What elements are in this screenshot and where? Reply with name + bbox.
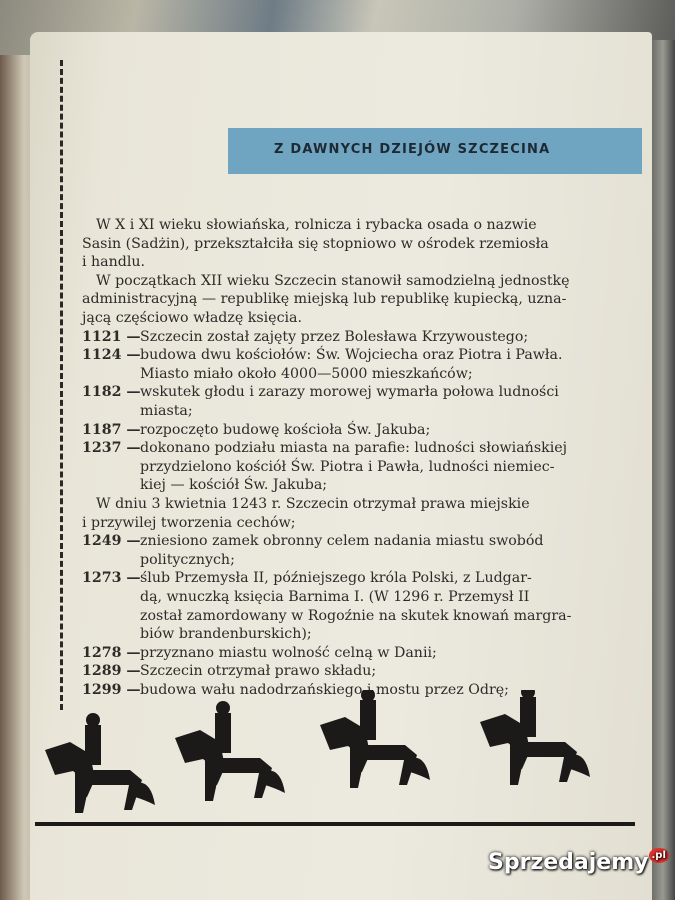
line-text: politycznych; xyxy=(140,551,235,568)
knights-illustration xyxy=(35,690,635,835)
year-label: 1299 — xyxy=(82,682,141,698)
line-text: Szczecin otrzymał prawo składu; xyxy=(140,663,377,680)
heading-band xyxy=(228,128,642,174)
line-text: budowa dwu kościołów: Św. Wojciecha oraz Piotra i Pawła. xyxy=(140,347,563,364)
year-label: 1124 — xyxy=(82,347,141,364)
line-text: miasta; xyxy=(140,403,193,419)
line-text: wskutek głodu i zarazy morowej wymarła połowa ludności xyxy=(140,384,559,401)
chapter-heading: Z DAWNYCH DZIEJÓW SZCZECINA xyxy=(274,142,551,157)
year-label: 1249 — xyxy=(82,533,141,550)
line-text: W dniu 3 kwietnia 1243 r. Szczecin otrzymał prawa miejskie xyxy=(96,496,530,512)
year-label: 1121 — xyxy=(82,328,141,345)
line-text: zniesiono zamek obronny celem nadania miastu swobód xyxy=(140,533,544,550)
line-text: ślub Przemysła II, późniejszego króla Polski, z Ludgar- xyxy=(140,570,532,587)
year-label: 1237 — xyxy=(82,440,141,457)
watermark-logo: Sprzedajemy $^{.pl}$ xyxy=(488,850,669,875)
line-text: jącą częściowo władzę księcia. xyxy=(82,310,303,326)
line-text: przyznano miastu wolność celną w Danii; xyxy=(140,644,437,661)
line-text: W początkach XII wieku Szczecin stanowił samodzielną jednostkę xyxy=(96,272,570,289)
line-text: administracyjną — republikę miejską lub republikę kupiecką, uzna- xyxy=(82,291,567,308)
year-label: 1289 — xyxy=(82,663,141,680)
line-text: Szczecin został zajęty przez Bolesława Krzywoustego; xyxy=(140,328,529,345)
line-text: został zamordowany w Rogoźnie na skutek knowań margra- xyxy=(140,607,572,624)
line-text: przydzielono kościół Św. Piotra i Pawła, ludności niemiec- xyxy=(140,458,555,475)
dashed-margin-line xyxy=(60,60,63,710)
year-label: 1187 — xyxy=(82,421,141,438)
line-text: i przywilej tworzenia cechów; xyxy=(82,514,296,531)
line-text: kiej — kościół Św. Jakuba; xyxy=(140,477,328,494)
line-text: dą, wnuczką księcia Barnima I. (W 1296 r. Przemysł II xyxy=(140,589,530,605)
year-label: 1278 — xyxy=(82,644,141,661)
year-label: 1273 — xyxy=(82,570,141,587)
line-text: W X i XI wieku słowiańska, rolnicza i rybacka osada o nazwie xyxy=(96,217,537,233)
line-text: i handlu. xyxy=(82,254,146,271)
line-text: rozpoczęto budowę kościoła Św. Jakuba; xyxy=(140,421,431,438)
year-label: 1182 — xyxy=(82,384,141,401)
line-text: dokonano podziału miasta na parafie: ludności słowiańskiej xyxy=(140,440,568,457)
line-text: budowa wału nadodrzańskiego i mostu przez Odrę; xyxy=(140,682,509,698)
line-text: biów brandenburskich); xyxy=(140,626,312,643)
line-text: Miasto miało około 4000—5000 mieszkańców; xyxy=(140,365,473,382)
line-text: Sasin (Sadżin), przekształciła się stopniowo w ośrodek rzemiosła xyxy=(82,235,549,252)
